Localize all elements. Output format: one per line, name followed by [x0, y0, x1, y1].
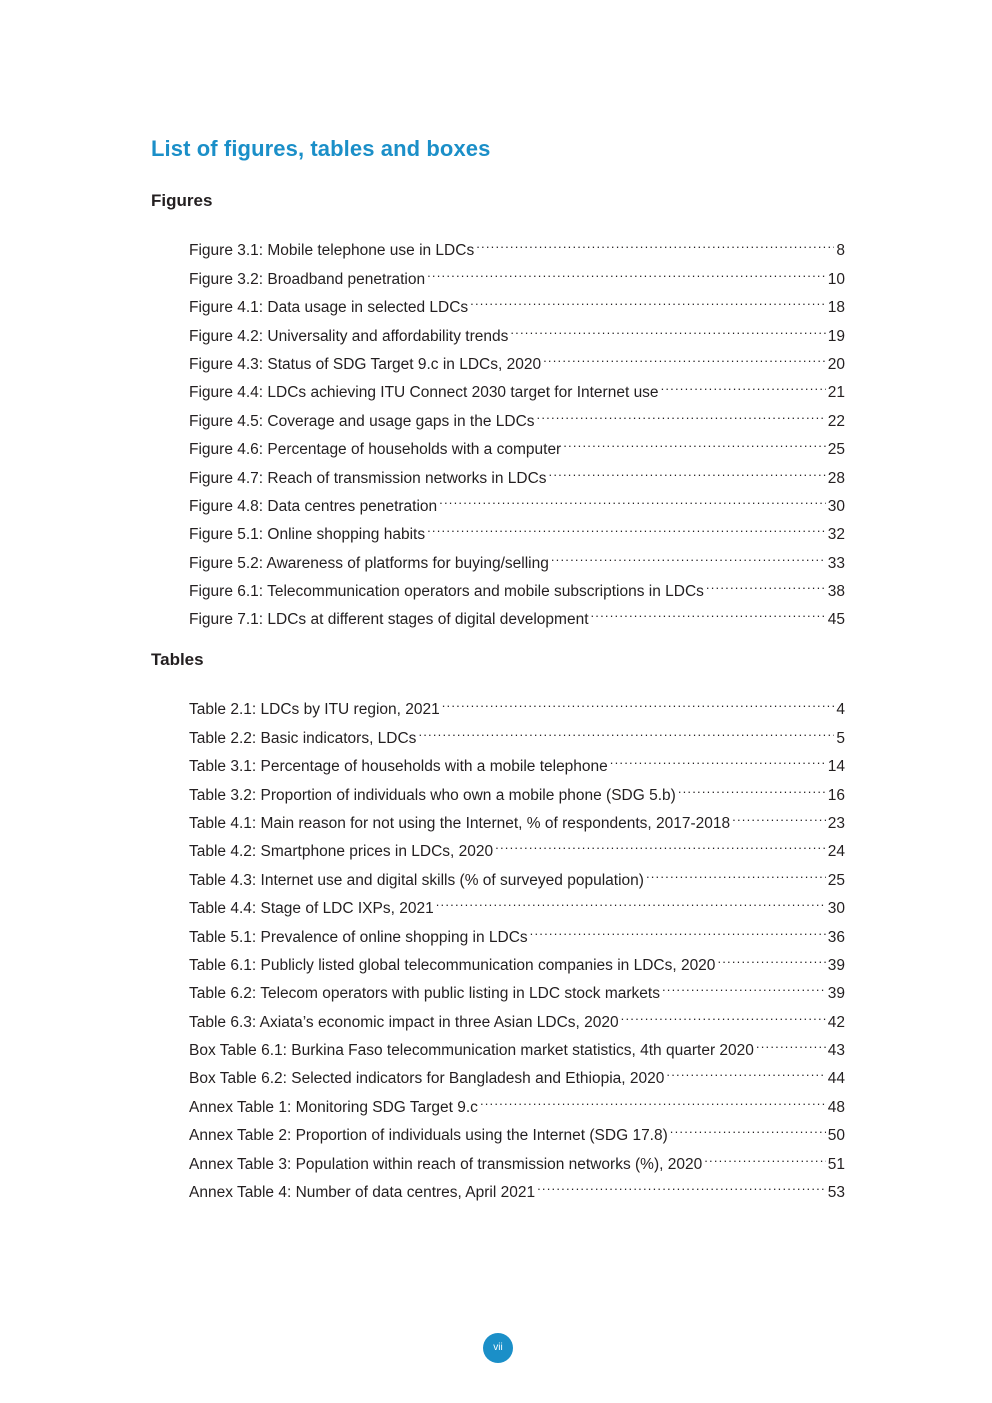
- entry-label: Table 2.1: LDCs by ITU region, 2021: [189, 701, 440, 719]
- dot-leader: [495, 828, 826, 856]
- dot-leader: [427, 255, 826, 283]
- dot-leader: [480, 1083, 826, 1111]
- dot-leader: [427, 511, 826, 539]
- dot-leader: [476, 227, 834, 255]
- entry-label: Figure 7.1: LDCs at different stages of digital development: [189, 611, 589, 629]
- entry-label: Annex Table 4: Number of data centres, April 2021: [189, 1184, 536, 1202]
- entry-label: Figure 5.1: Online shopping habits: [189, 526, 426, 544]
- entry-page-number: 53: [827, 1184, 845, 1202]
- figure-entry[interactable]: [189, 227, 845, 260]
- dot-leader: [661, 369, 826, 397]
- entry-page-number: 50: [827, 1127, 845, 1145]
- entry-label: Figure 4.3: Status of SDG Target 9.c in LDCs, 2020: [189, 355, 542, 373]
- dot-leader: [439, 483, 826, 511]
- entry-label: Box Table 6.1: Burkina Faso telecommunication market statistics, 4th quarter 2020: [189, 1042, 754, 1060]
- entry-page-number: 22: [827, 412, 845, 430]
- entry-page-number: 30: [827, 900, 845, 918]
- entry-label: Table 3.2: Proportion of individuals who own a mobile phone (SDG 5.b): [189, 786, 676, 804]
- dot-leader: [436, 885, 826, 913]
- entry-page-number: 20: [827, 355, 845, 373]
- entry-page-number: 4: [836, 701, 845, 719]
- dot-leader: [551, 539, 826, 567]
- entry-page-number: 39: [827, 985, 845, 1003]
- entry-page-number: 45: [827, 611, 845, 629]
- dot-leader: [563, 426, 826, 454]
- dot-leader: [717, 942, 825, 970]
- dot-leader: [678, 771, 826, 799]
- tables-list: [189, 686, 845, 1202]
- entry-page-number: 32: [827, 526, 845, 544]
- dot-leader: [621, 998, 826, 1026]
- entry-page-number: 33: [827, 554, 845, 572]
- entry-page-number: 25: [827, 871, 845, 889]
- entry-label: Figure 6.1: Telecommunication operators and mobile subscriptions in LDCs: [189, 583, 704, 601]
- entry-page-number: 19: [827, 327, 845, 345]
- entry-page-number: 48: [827, 1098, 845, 1116]
- table-entry[interactable]: [189, 686, 845, 719]
- dot-leader: [666, 1055, 825, 1083]
- entry-page-number: 24: [827, 843, 845, 861]
- entry-page-number: 25: [827, 441, 845, 459]
- figures-heading: Figures: [151, 191, 213, 210]
- dot-leader: [704, 1140, 826, 1168]
- entry-label: Figure 4.6: Percentage of households with a computer: [189, 441, 562, 459]
- entry-label: Table 4.3: Internet use and digital skills (% of surveyed population): [189, 871, 644, 889]
- entry-label: Annex Table 2: Proportion of individuals using the Internet (SDG 17.8): [189, 1127, 668, 1145]
- dot-leader: [510, 312, 825, 340]
- entry-label: Table 6.3: Axiata’s economic impact in three Asian LDCs, 2020: [189, 1013, 619, 1031]
- entry-page-number: 23: [827, 814, 845, 832]
- entry-page-number: 44: [827, 1070, 845, 1088]
- entry-label: Table 6.2: Telecom operators with public listing in LDC stock markets: [189, 985, 660, 1003]
- entry-label: Table 3.1: Percentage of households with a mobile telephone: [189, 758, 608, 776]
- entry-label: Table 4.1: Main reason for not using the Internet, % of respondents, 2017-2018: [189, 814, 731, 832]
- entry-label: Figure 5.2: Awareness of platforms for buying/selling: [189, 554, 549, 572]
- entry-page-number: 8: [836, 242, 845, 260]
- dot-leader: [537, 1169, 826, 1197]
- dot-leader: [646, 856, 826, 884]
- dot-leader: [706, 568, 826, 596]
- dot-leader: [756, 1027, 826, 1055]
- entry-label: Table 4.2: Smartphone prices in LDCs, 2020: [189, 843, 494, 861]
- entry-label: Table 2.2: Basic indicators, LDCs: [189, 729, 417, 747]
- entry-label: Table 6.1: Publicly listed global telecommunication companies in LDCs, 2020: [189, 956, 716, 974]
- entry-page-number: 42: [827, 1013, 845, 1031]
- dot-leader: [537, 397, 826, 425]
- entry-label: Figure 3.1: Mobile telephone use in LDCs: [189, 242, 475, 260]
- dot-leader: [418, 714, 834, 742]
- dot-leader: [591, 596, 826, 624]
- tables-heading: Tables: [151, 650, 204, 669]
- entry-page-number: 28: [827, 469, 845, 487]
- entry-label: Figure 4.5: Coverage and usage gaps in the LDCs: [189, 412, 535, 430]
- entry-page-number: 43: [827, 1042, 845, 1060]
- entry-page-number: 14: [827, 758, 845, 776]
- entry-page-number: 5: [836, 729, 845, 747]
- entry-page-number: 10: [827, 270, 845, 288]
- dot-leader: [670, 1112, 826, 1140]
- entry-page-number: 21: [827, 384, 845, 402]
- entry-page-number: 39: [827, 956, 845, 974]
- entry-label: Box Table 6.2: Selected indicators for Bangladesh and Ethiopia, 2020: [189, 1070, 665, 1088]
- entry-label: Table 4.4: Stage of LDC IXPs, 2021: [189, 900, 434, 918]
- entry-label: Figure 4.1: Data usage in selected LDCs: [189, 299, 469, 317]
- entry-label: Figure 3.2: Broadband penetration: [189, 270, 426, 288]
- dot-leader: [543, 341, 826, 369]
- dot-leader: [549, 454, 826, 482]
- dot-leader: [662, 970, 826, 998]
- entry-label: Annex Table 3: Population within reach of transmission networks (%), 2020: [189, 1155, 703, 1173]
- dot-leader: [530, 913, 826, 941]
- entry-page-number: 38: [827, 583, 845, 601]
- entry-page-number: 30: [827, 497, 845, 515]
- dot-leader: [442, 686, 835, 714]
- entry-page-number: 16: [827, 786, 845, 804]
- page-number-badge: vii: [483, 1333, 513, 1363]
- dot-leader: [610, 743, 826, 771]
- entry-label: Table 5.1: Prevalence of online shopping in LDCs: [189, 928, 528, 946]
- dot-leader: [470, 284, 826, 312]
- dot-leader: [732, 800, 826, 828]
- entry-label: Figure 4.7: Reach of transmission networks in LDCs: [189, 469, 547, 487]
- entry-page-number: 18: [827, 299, 845, 317]
- entry-page-number: 36: [827, 928, 845, 946]
- entry-label: Figure 4.4: LDCs achieving ITU Connect 2030 target for Internet use: [189, 384, 659, 402]
- entry-label: Figure 4.2: Universality and affordability trends: [189, 327, 509, 345]
- entry-page-number: 51: [827, 1155, 845, 1173]
- page-title: List of figures, tables and boxes: [151, 136, 491, 161]
- entry-label: Figure 4.8: Data centres penetration: [189, 497, 438, 515]
- entry-label: Annex Table 1: Monitoring SDG Target 9.c: [189, 1098, 478, 1116]
- figures-list: [189, 227, 845, 629]
